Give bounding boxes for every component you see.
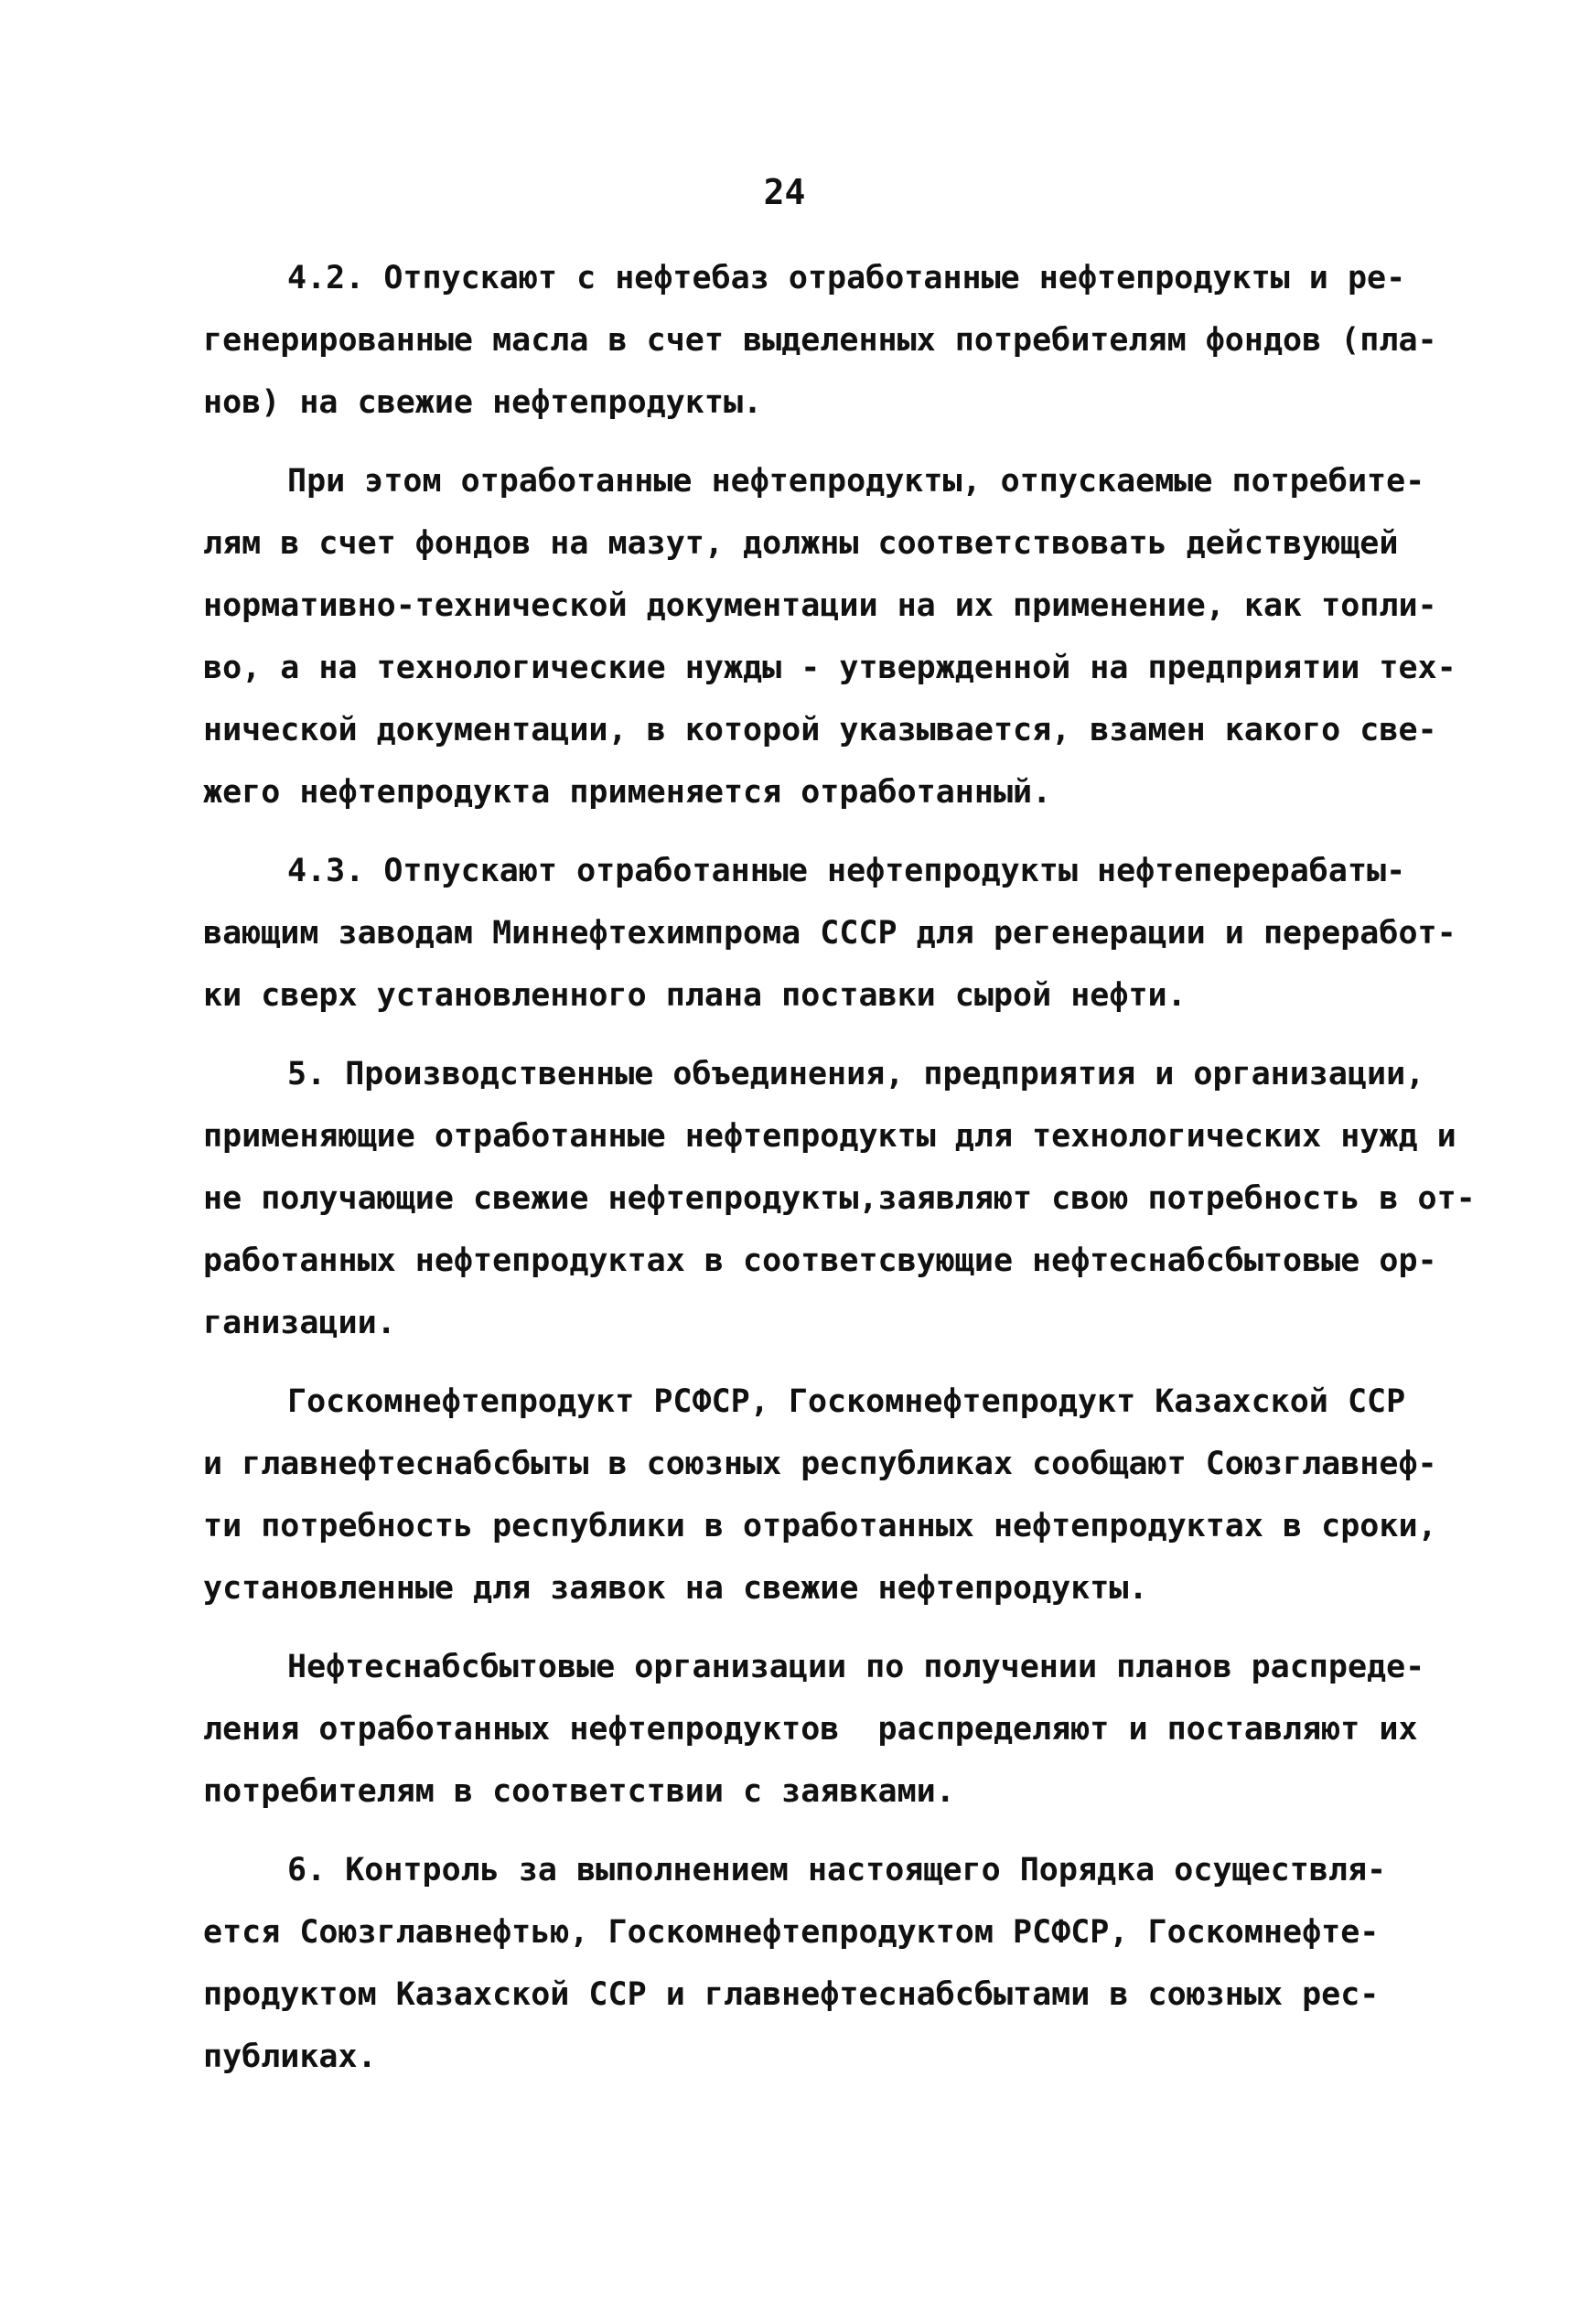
text-line: ганизации. — [203, 1305, 396, 1341]
text-line: продуктом Казахской ССР и главнефтеснабсбытами в союзных рес- — [203, 1976, 1380, 2013]
text-line: вающим заводам Миннефтехимпрома СССР для регенерации и переработ- — [203, 915, 1456, 952]
text-line: генерированные масла в счет выделенных потребителям фондов (пла- — [203, 322, 1437, 359]
text-line: ки сверх установленного плана поставки сырой нефти. — [203, 977, 1187, 1014]
text-line: нической документации, в которой указывается, взамен какого све- — [203, 712, 1437, 748]
text-line: ется Союзглавнефтью, Госкомнефтепродуктом РСФСР, Госкомнефте- — [203, 1914, 1380, 1951]
text-line: При этом отработанные нефтепродукты, отпускаемые потребите- — [287, 463, 1425, 500]
text-line: нормативно-технической документации на их применение, как топли- — [203, 587, 1437, 624]
text-line: Нефтеснабсбытовые организации по получении планов распреде- — [287, 1649, 1425, 1685]
text-line: установленные для заявок на свежие нефтепродукты. — [203, 1570, 1148, 1607]
text-line: работанных нефтепродуктах в соответсвующие нефтеснабсбытовые ор- — [203, 1243, 1437, 1279]
text-line: Госкомнефтепродукт РСФСР, Госкомнефтепродукт Казахской ССР — [287, 1383, 1406, 1420]
text-line: во, а на технологические нужды - утвержденной на предприятии тех- — [203, 650, 1456, 686]
text-line: потребителям в соответствии с заявками. — [203, 1773, 955, 1810]
text-line: и главнефтеснабсбыты в союзных республиках сообщают Союзглавнеф- — [203, 1446, 1437, 1482]
text-line: 6. Контроль за выполнением настоящего Порядка осуществля- — [287, 1852, 1387, 1888]
text-line: лям в счет фондов на мазут, должны соответствовать действующей — [203, 525, 1399, 562]
text-line: жего нефтепродукта применяется отработанный. — [203, 774, 1052, 811]
text-line: не получающие свежие нефтепродукты,заявляют свою потребность в от- — [203, 1180, 1476, 1217]
paragraph-4-2 — [203, 247, 1437, 434]
text-line: 5. Производственные объединения, предприятия и организации, — [287, 1056, 1425, 1092]
text-line: 4.2. Отпускают с нефтебаз отработанные нефтепродукты и ре- — [287, 260, 1406, 296]
body-text — [203, 247, 1476, 2104]
paragraph-4-3 — [203, 840, 1456, 1027]
text-line: ления отработанных нефтепродуктов распределяют и поставляют их — [203, 1711, 1418, 1748]
text-line: публиках. — [203, 2039, 377, 2075]
text-line: применяющие отработанные нефтепродукты для технологических нужд и — [203, 1118, 1456, 1155]
paragraph-neftesnabsbytovye — [203, 1636, 1425, 1823]
page-number: 24 — [763, 172, 806, 212]
paragraph-pri-etom — [203, 450, 1456, 823]
paragraph-goskomnefteprodukt — [203, 1371, 1437, 1619]
text-line: ти потребность республики в отработанных нефтепродуктах в сроки, — [203, 1508, 1437, 1544]
paragraph-6 — [203, 1839, 1420, 2088]
text-line: 4.3. Отпускают отработанные нефтепродукты нефтеперерабаты- — [287, 853, 1406, 889]
text-line: нов) на свежие нефтепродукты. — [203, 384, 763, 421]
paragraph-5 — [203, 1043, 1476, 1354]
